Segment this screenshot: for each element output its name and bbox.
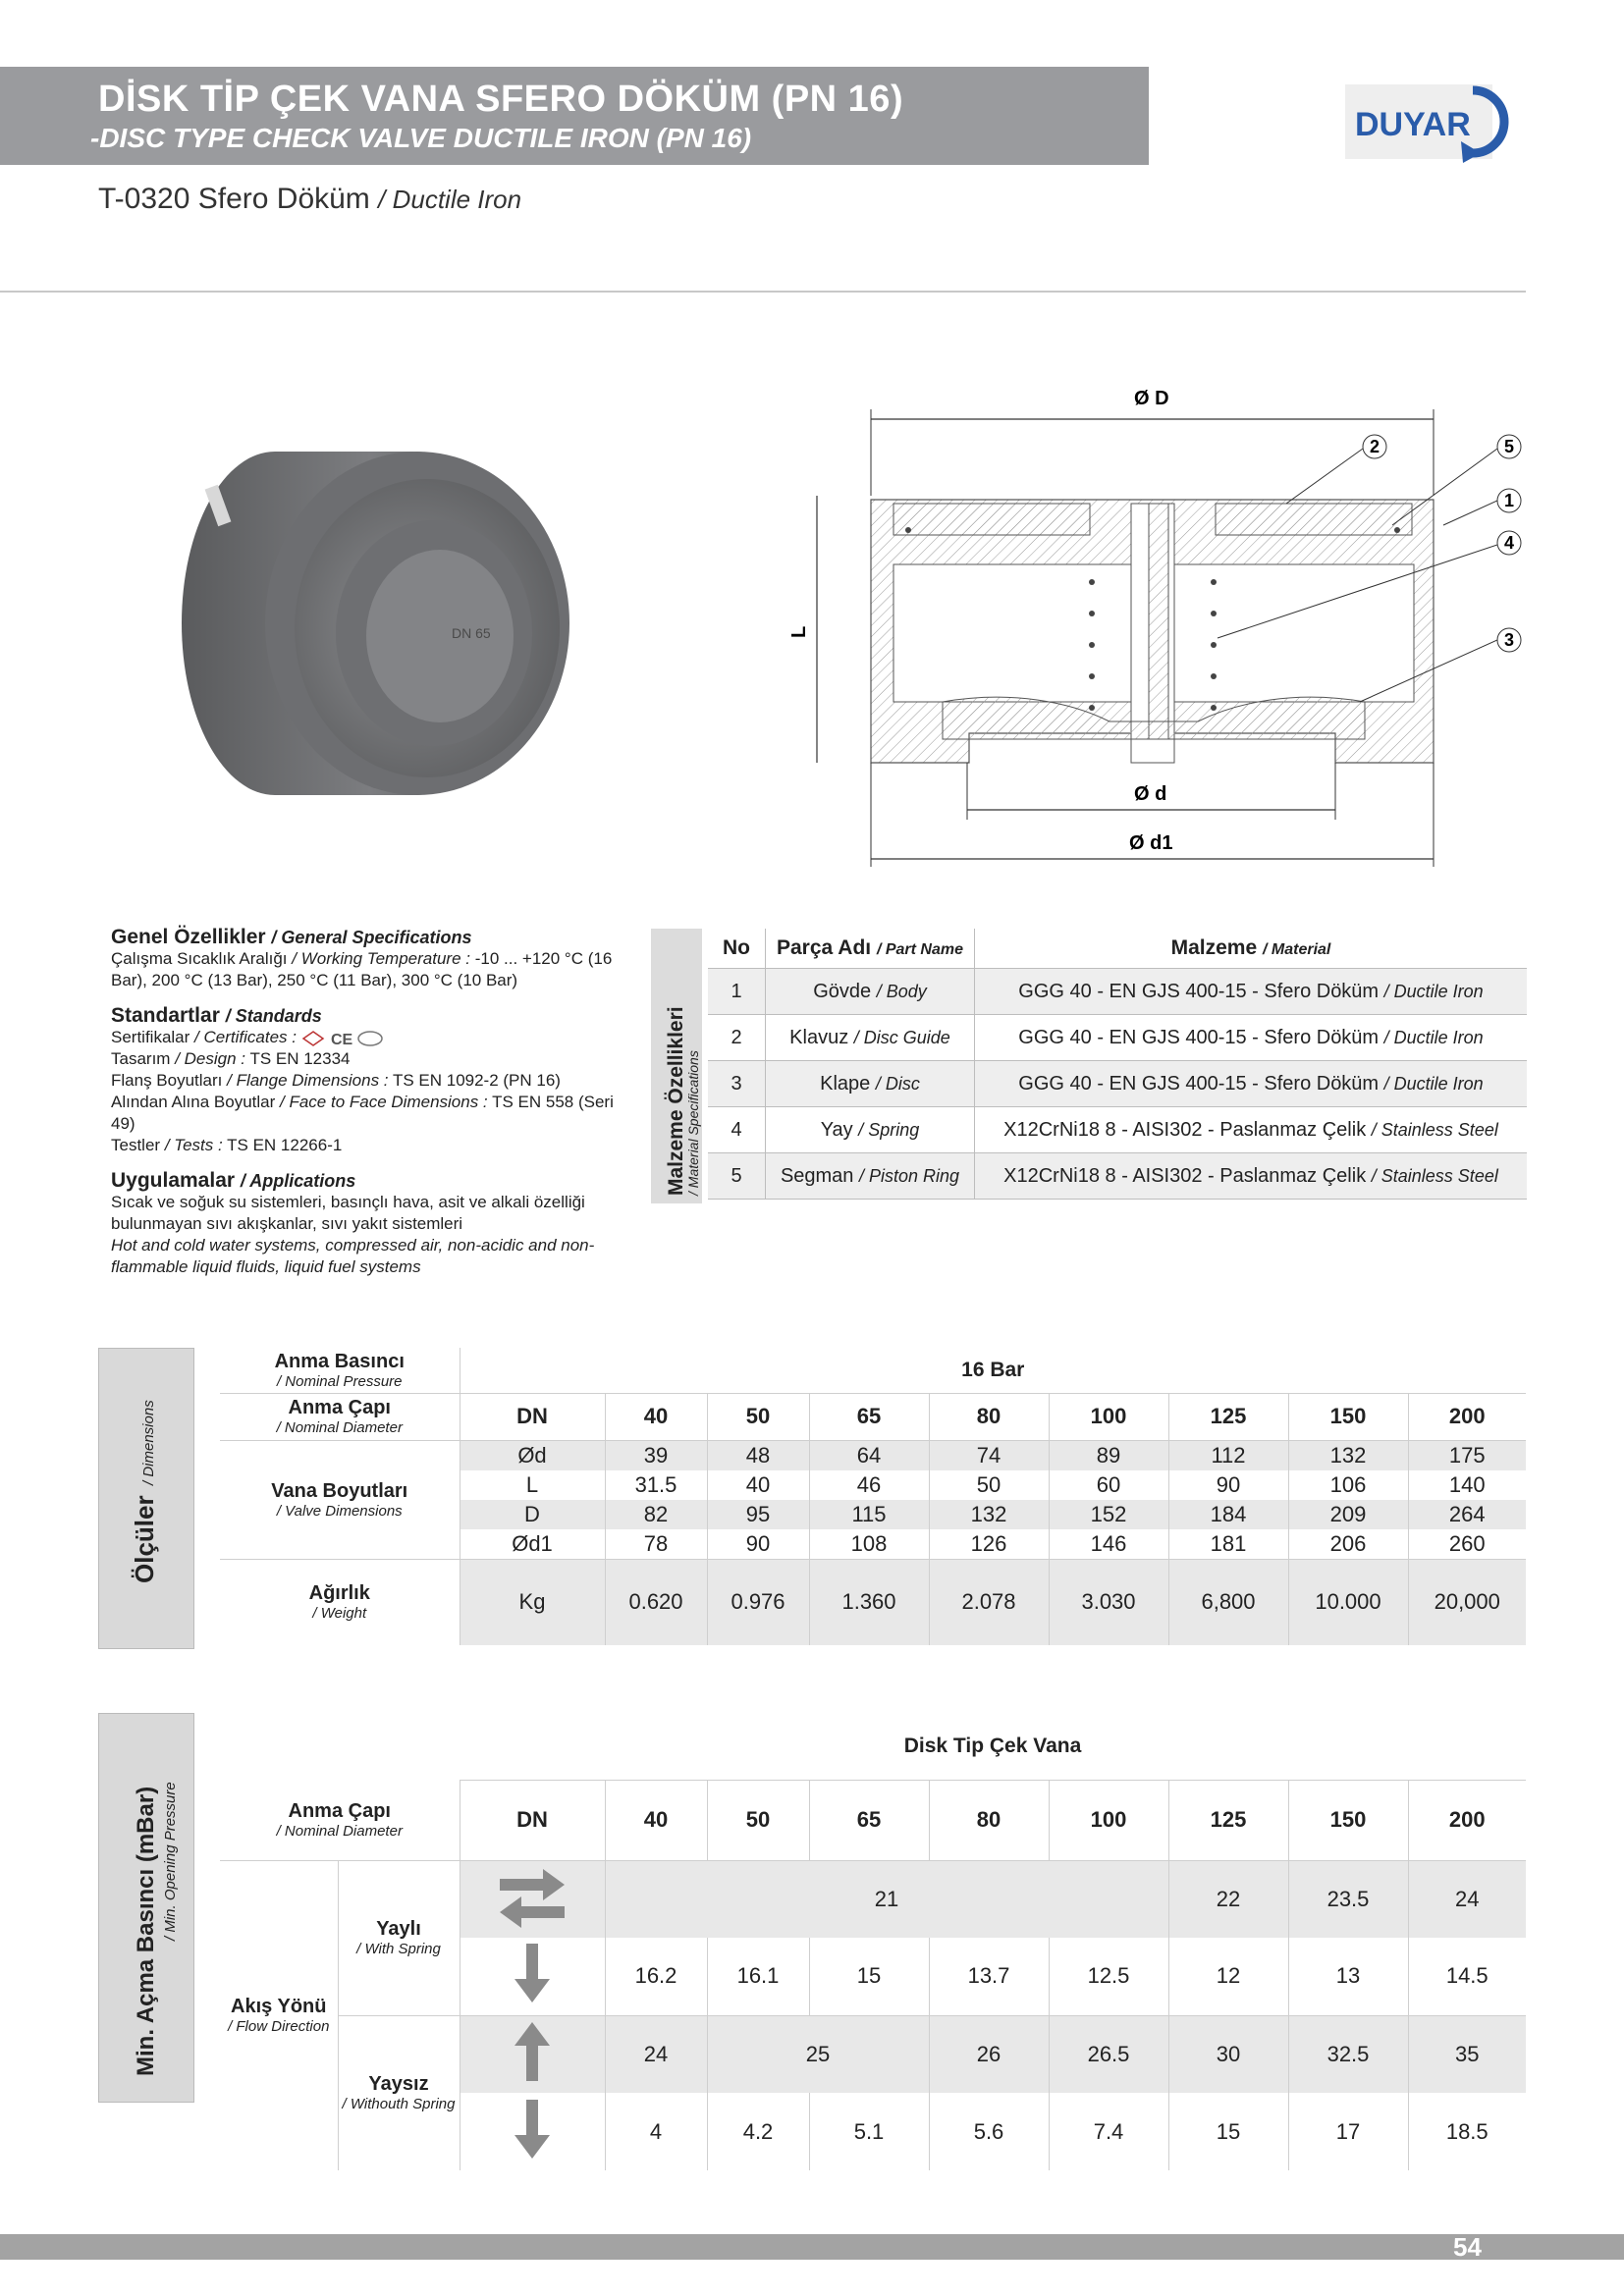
dim-d-label: Ø d <box>1134 783 1167 805</box>
dimensions-side-text <box>98 1348 192 1647</box>
down-flow-nospring-icon <box>460 2093 605 2170</box>
general-heading: Genel Özellikler / General Specifications <box>111 926 472 948</box>
body-marking: DN 65 <box>452 625 491 641</box>
callout-5: 5 <box>1503 437 1515 456</box>
page-title: DİSK TİP ÇEK VANA SFERO DÖKÜM (PN 16) <box>98 79 904 120</box>
callout-3: 3 <box>1503 630 1515 650</box>
dim-D-label: Ø D <box>1134 388 1169 409</box>
applications-tr: Sıcak ve soğuk su sistemleri, basınçlı hava, asit ve alkali özelliği bulunmayan sıvı akışkanlar, sıvı yakıt sistemleri <box>111 1193 585 1233</box>
applications-en: Hot and cold water systems, compressed air, non-acidic and non-flammable liquid fluids, liquid fuel systems <box>111 1236 595 1276</box>
duyar-logo <box>1345 80 1522 163</box>
horizontal-flow-icon <box>460 1860 605 1938</box>
standards-heading: Standartlar / Standards <box>111 1004 322 1027</box>
working-temperature: Çalışma Sıcaklık Aralığı / Working Temperature : -10 ... +120 °C (16 Bar), 200 °C (13 Bar), 250 °C (11 Bar), 300 °C (10 Bar) <box>111 949 613 989</box>
header-chevron-icon <box>1117 67 1157 165</box>
section-drawing <box>785 378 1551 879</box>
callout-1: 1 <box>1503 491 1515 510</box>
callout-4: 4 <box>1503 533 1515 553</box>
valve-dimensions-label: Vana Boyutları / Valve Dimensions <box>220 1440 460 1559</box>
table-row: 3 Klape / Disc GGG 40 - EN GJS 400-15 - Sfero Döküm / Ductile Iron <box>708 1061 1527 1107</box>
face-standard: Alından Alına Boyutlar / Face to Face Dimensions : TS EN 558 (Seri 49) <box>111 1093 614 1133</box>
certificate-marks-icon <box>301 1030 390 1047</box>
product-code: T-0320 Sfero Döküm / Ductile Iron <box>98 183 522 215</box>
certificates: Sertifikalar / Certificates : CE <box>111 1027 622 1048</box>
applications-heading: Uygulamalar / Applications <box>111 1169 356 1192</box>
col-no: No <box>708 929 766 969</box>
svg-text:/ Dimensions: / Dimensions <box>140 1400 157 1485</box>
general-specifications <box>111 927 622 1278</box>
svg-text:/ Min. Opening Pressure: / Min. Opening Pressure <box>162 1782 179 1941</box>
callout-2: 2 <box>1369 437 1380 456</box>
divider <box>0 291 1526 293</box>
flange-standard: Flanş Boyutları / Flange Dimensions : TS EN 1092-2 (PN 16) <box>111 1071 561 1090</box>
weight-label: Ağırlık / Weight <box>220 1559 460 1645</box>
material-side-text <box>651 929 702 1203</box>
svg-text:Min. Açma Basıncı (mBar): Min. Açma Basıncı (mBar) <box>133 1786 159 2076</box>
svg-text:Ölçüler: Ölçüler <box>130 1495 159 1583</box>
dim-d1-label: Ø d1 <box>1129 832 1173 854</box>
with-spring-label: Yaylı / With Spring <box>338 1860 460 2015</box>
table-row: 2 Klavuz / Disc Guide GGG 40 - EN GJS 400-15 - Sfero Döküm / Ductile Iron <box>708 1015 1527 1061</box>
footer-band <box>0 2234 1624 2260</box>
down-flow-spring-icon <box>460 1938 605 2015</box>
design-standard: Tasarım / Design : TS EN 12334 <box>111 1049 351 1068</box>
up-flow-icon <box>460 2015 605 2093</box>
page-number: 54 <box>1453 2232 1482 2262</box>
nominal-pressure-value: 16 Bar <box>460 1348 1526 1393</box>
product-photo <box>167 432 599 805</box>
col-part: Parça Adı / Part Name <box>766 929 975 969</box>
page-title-en: -DISC TYPE CHECK VALVE DUCTILE IRON (PN 16) <box>90 123 752 153</box>
material-table <box>708 929 1527 1200</box>
opening-pressure-table: Disk Tip Çek Vana Anma Çapı / Nominal Diameter DN 40 50 65 80 100 125 150 200 Akış Yönü / Flow Direction Yaylı / With Spring 21 22 23.5 24 16.2 16.1 15 13.7 12.5 12 13 14.5 Yaysız / Withouth Spring 24 25 26 26.5 30 32.5 35 4 4.2 5.1 5.6 7.4 15 17 18.5 <box>220 1713 1526 2170</box>
table-row: 4 Yay / Spring X12CrNi18 8 - AISI302 - Paslanmaz Çelik / Stainless Steel <box>708 1107 1527 1153</box>
svg-text:Malzeme Özellikleri: Malzeme Özellikleri <box>665 1006 687 1196</box>
nominal-pressure-label: Anma Basıncı / Nominal Pressure <box>220 1348 460 1393</box>
dimensions-table: Anma Basıncı / Nominal Pressure 16 Bar Anma Çapı / Nominal Diameter DN 40 50 65 80 100 125 150 200 Vana Boyutları / Valve Dimensions Ød 39 48 64 74 89 112 132 175 L 31.5 40 46 50 60 90 106 140 D 82 95 115 132 152 184 209 264 Ød1 78 90 108 126 146 181 206 260 Ağırlık / Weight Kg 0.620 0.976 1.360 2.078 3.030 6,800 10.000 20,000 <box>220 1348 1526 1645</box>
flow-direction-label: Akış Yönü / Flow Direction <box>220 1860 338 2170</box>
svg-text:/ Material Specifications: / Material Specifications <box>685 1050 701 1196</box>
nominal-diameter-label: Anma Çapı / Nominal Diameter <box>220 1393 460 1440</box>
table-row: 5 Segman / Piston Ring X12CrNi18 8 - AISI302 - Paslanmaz Çelik / Stainless Steel <box>708 1153 1527 1200</box>
col-material: Malzeme / Material <box>975 929 1528 969</box>
tests-standard: Testler / Tests : TS EN 12266-1 <box>111 1136 343 1154</box>
svg-text:CE: CE <box>330 1031 352 1047</box>
opening-side-text <box>98 1713 192 2101</box>
table-row: 1 Gövde / Body GGG 40 - EN GJS 400-15 - Sfero Döküm / Ductile Iron <box>708 969 1527 1015</box>
opening-title: Disk Tip Çek Vana <box>460 1713 1526 1780</box>
opening-nd-label: Anma Çapı / Nominal Diameter <box>220 1780 460 1860</box>
logo-text: DUYAR <box>1355 106 1471 143</box>
without-spring-label: Yaysız / Withouth Spring <box>338 2015 460 2170</box>
dim-L-label: L <box>788 625 810 638</box>
